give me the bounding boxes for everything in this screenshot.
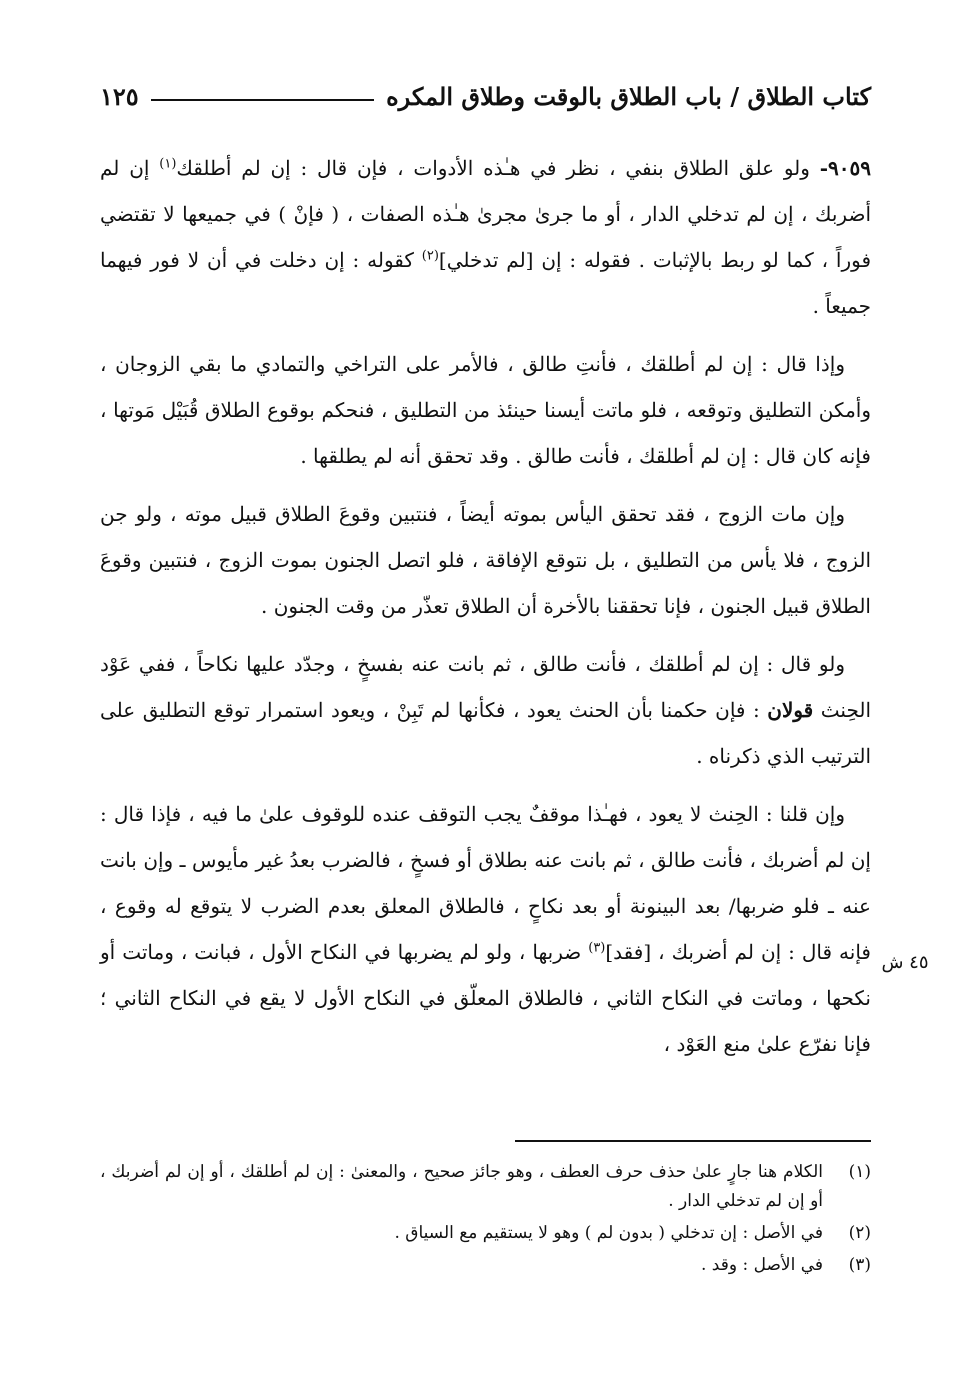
text-segment: ولو علق الطلاق بنفي ، نظر في هـٰذه الأدوات ، فإن قال : إن لم أطلقك (176, 156, 820, 180)
footnote (100, 1219, 871, 1248)
paragraph (100, 641, 871, 779)
text-segment: وإن قلنا : الحِنث لا يعود ، فهـٰذا موقفٌ يجب التوقف عنده للوقوف علىٰ ما فيه ، فإذا قال : إن لم أضربك ، فأنت طالق ، ثم بانت عنه بطلاق أو فسخٍ ، فالضرب بعدُ غير مأيوس ـ وإن بانت عنه ـ فلو ضربها/ بعد البينونة أو بعد نكاحٍ ، فالطلاق المعلق بعدم الضرب لا يتوقع له وقوع ، فإنه قال : إن لم أضربك ، [فقد] (100, 802, 871, 964)
text-segment: : فإن حكمنا بأن الحنث يعود ، فكأنها لم تَبِنْ ، ويعود استمرار توقع التطليق على الترتيب الذي ذكرناه . (100, 698, 871, 768)
footnote-ref[interactable]: (٣) (588, 940, 606, 956)
paragraph (100, 145, 871, 329)
text-segment: ضربها ، ولو لم يضربها في النكاح الأول ، فبانت ، وماتت أو نكحها ، وماتت في النكاح الثاني ، فالطلاق المعلّق في النكاح الأول لا يقع في النكاح الثاني ؛ فإنا نفرّع علىٰ منع العَوْد ، (100, 940, 871, 1056)
header-title: كتاب الطلاق / باب الطلاق بالوقت وطلاق المكره (386, 81, 871, 111)
footnote-number: (٣) (848, 1255, 871, 1275)
paragraph-number: ٩٠٥٩- (819, 156, 872, 180)
running-header (100, 72, 871, 120)
footnote-divider (515, 1140, 871, 1142)
footnote-number: (١) (848, 1162, 871, 1182)
footnote (100, 1158, 871, 1216)
emphasis-text: قولان (767, 698, 814, 722)
text-segment: وإن مات الزوج ، فقد تحقق اليأس بموته أيضاً ، فنتبين وقوعَ الطلاق قبيل موته ، ولو جن الزوج ، فلا يأس من التطليق ، بل نتوقع الإفاقة ، فلو اتصل الجنون بموت الزوج ، فنتبين وقوعَ الطلاق قبيل الجنون ، فإنا تحققنا بالأخرة أن الطلاق تعذّر من وقت الجنون . (100, 502, 871, 618)
manuscript-margin-note: ٤٥ ش (881, 952, 929, 973)
footnote-text: الكلام هنا جارٍ علىٰ حذف حرف العطف ، وهو جائز صحيح ، والمعنىٰ : إن لم أطلقك ، أو إن لم أضربك ، أو إن لم تدخلي الدار . (100, 1162, 823, 1211)
footnote-number: (٢) (848, 1223, 871, 1243)
footnotes (100, 1158, 871, 1283)
paragraph (100, 791, 871, 1067)
text-segment: كقوله : إن دخلت في أن لا فور فيهما جميعاً . (100, 248, 871, 318)
text-segment: ولو قال : إن لم أطلقك ، فأنت طالق ، ثم بانت عنه بفسخٍ ، وجدّد عليها نكاحاً ، ففي عَوْد الحِنث (100, 652, 872, 722)
page-number: ١٢٥ (100, 81, 139, 111)
footnote-text: في الأصل : وقد . (700, 1255, 823, 1275)
header-rule (151, 99, 374, 101)
paragraph (100, 341, 871, 479)
footnote-text: في الأصل : إن تدخلي ( بدون لم ) وهو لا يستقيم مع السياق . (394, 1223, 823, 1243)
footnote (100, 1251, 871, 1280)
main-text (100, 145, 871, 1079)
footnote-ref[interactable]: (١) (159, 156, 177, 172)
paragraph (100, 491, 871, 629)
footnote-ref[interactable]: (٢) (421, 248, 439, 264)
text-segment: وإذا قال : إن لم أطلقك ، فأنتِ طالق ، فالأمر على التراخي والتمادي ما بقي الزوجان ، وأمكن التطليق وتوقعه ، فلو ماتت أيسنا حينئذ من التطليق ، فنحكم بوقوع الطلاق قُبَيْل مَوتها ، فإنه كان قال : إن لم أطلقك ، فأنت طالق . وقد تحقق أنه لم يطلقها . (100, 352, 871, 468)
text-segment: إن لم أضربك ، إن لم تدخلي الدار ، أو ما جرىٰ مجرىٰ هـٰذه الصفات ، ( فإنْ ) في جميعها لا تقتضي فوراً ، كما لو ربط بالإثبات . فقوله : إن [لم تدخلي] (100, 156, 871, 272)
